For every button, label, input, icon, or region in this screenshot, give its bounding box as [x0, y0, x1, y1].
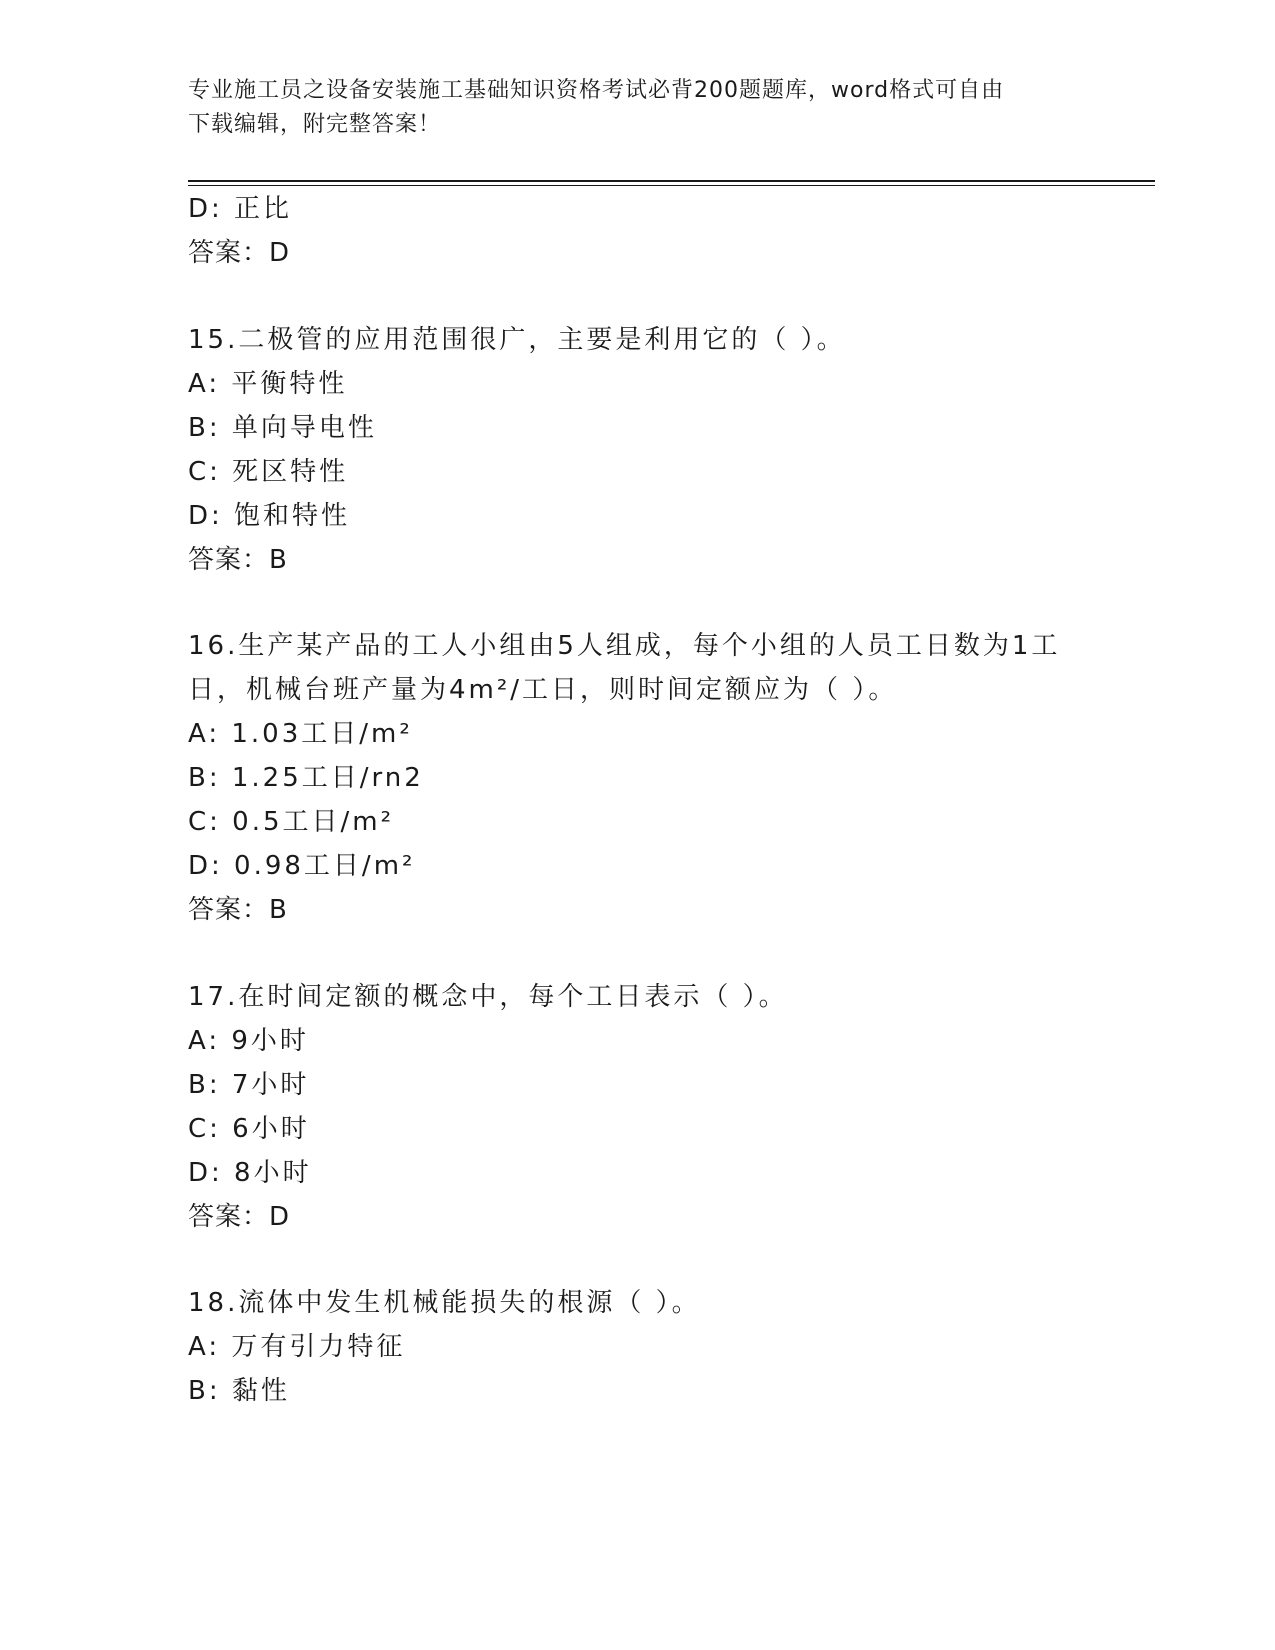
q17-answer: 答案：D [188, 1202, 291, 1232]
q14-answer: 答案：D [188, 238, 291, 268]
q17-option-b: B: 7小时 [188, 1070, 310, 1100]
header-divider-thick [188, 180, 1155, 182]
q15-option-d: D: 饱和特性 [188, 501, 351, 531]
q16-answer: 答案：B [188, 895, 288, 925]
q17-option-a: A: 9小时 [188, 1026, 309, 1056]
q15-option-a: A: 平衡特性 [188, 369, 348, 399]
document-header [188, 74, 1088, 142]
q16-option-c: C: 0.5工日/m² [188, 807, 395, 837]
q16-option-a: A: 1.03工日/m² [188, 719, 413, 749]
header-divider-thin [188, 185, 1155, 186]
q16-option-b: B: 1.25工日/rn2 [188, 763, 424, 793]
q16-stem-line-1: 16.生产某产品的工人小组由5人组成，每个小组的人员工日数为1工 [188, 631, 1061, 661]
header-line-1: 专业施工员之设备安装施工基础知识资格考试必背200题题库，word格式可自由 [188, 78, 1005, 103]
q17-option-d: D: 8小时 [188, 1158, 312, 1188]
q16-stem-line-2: 日，机械台班产量为4m²/工日，则时间定额应为（ ）。 [188, 675, 898, 705]
q15-option-b: B: 单向导电性 [188, 413, 377, 443]
q16-option-d: D: 0.98工日/m² [188, 851, 416, 881]
q17-stem: 17.在时间定额的概念中，每个工日表示（ ）。 [188, 982, 788, 1012]
q15-option-c: C: 死区特性 [188, 457, 349, 487]
header-line-2: 下载编辑，附完整答案！ [188, 112, 442, 137]
q15-answer: 答案：B [188, 545, 288, 575]
q18-option-a: A: 万有引力特征 [188, 1332, 406, 1362]
q18-option-b: B: 黏性 [188, 1376, 290, 1406]
q17-option-c: C: 6小时 [188, 1114, 310, 1144]
q14-option-d: D: 正比 [188, 194, 293, 224]
q15-stem: 15.二极管的应用范围很广，主要是利用它的（ ）。 [188, 325, 846, 355]
q18-stem: 18.流体中发生机械能损失的根源（ ）。 [188, 1288, 701, 1318]
